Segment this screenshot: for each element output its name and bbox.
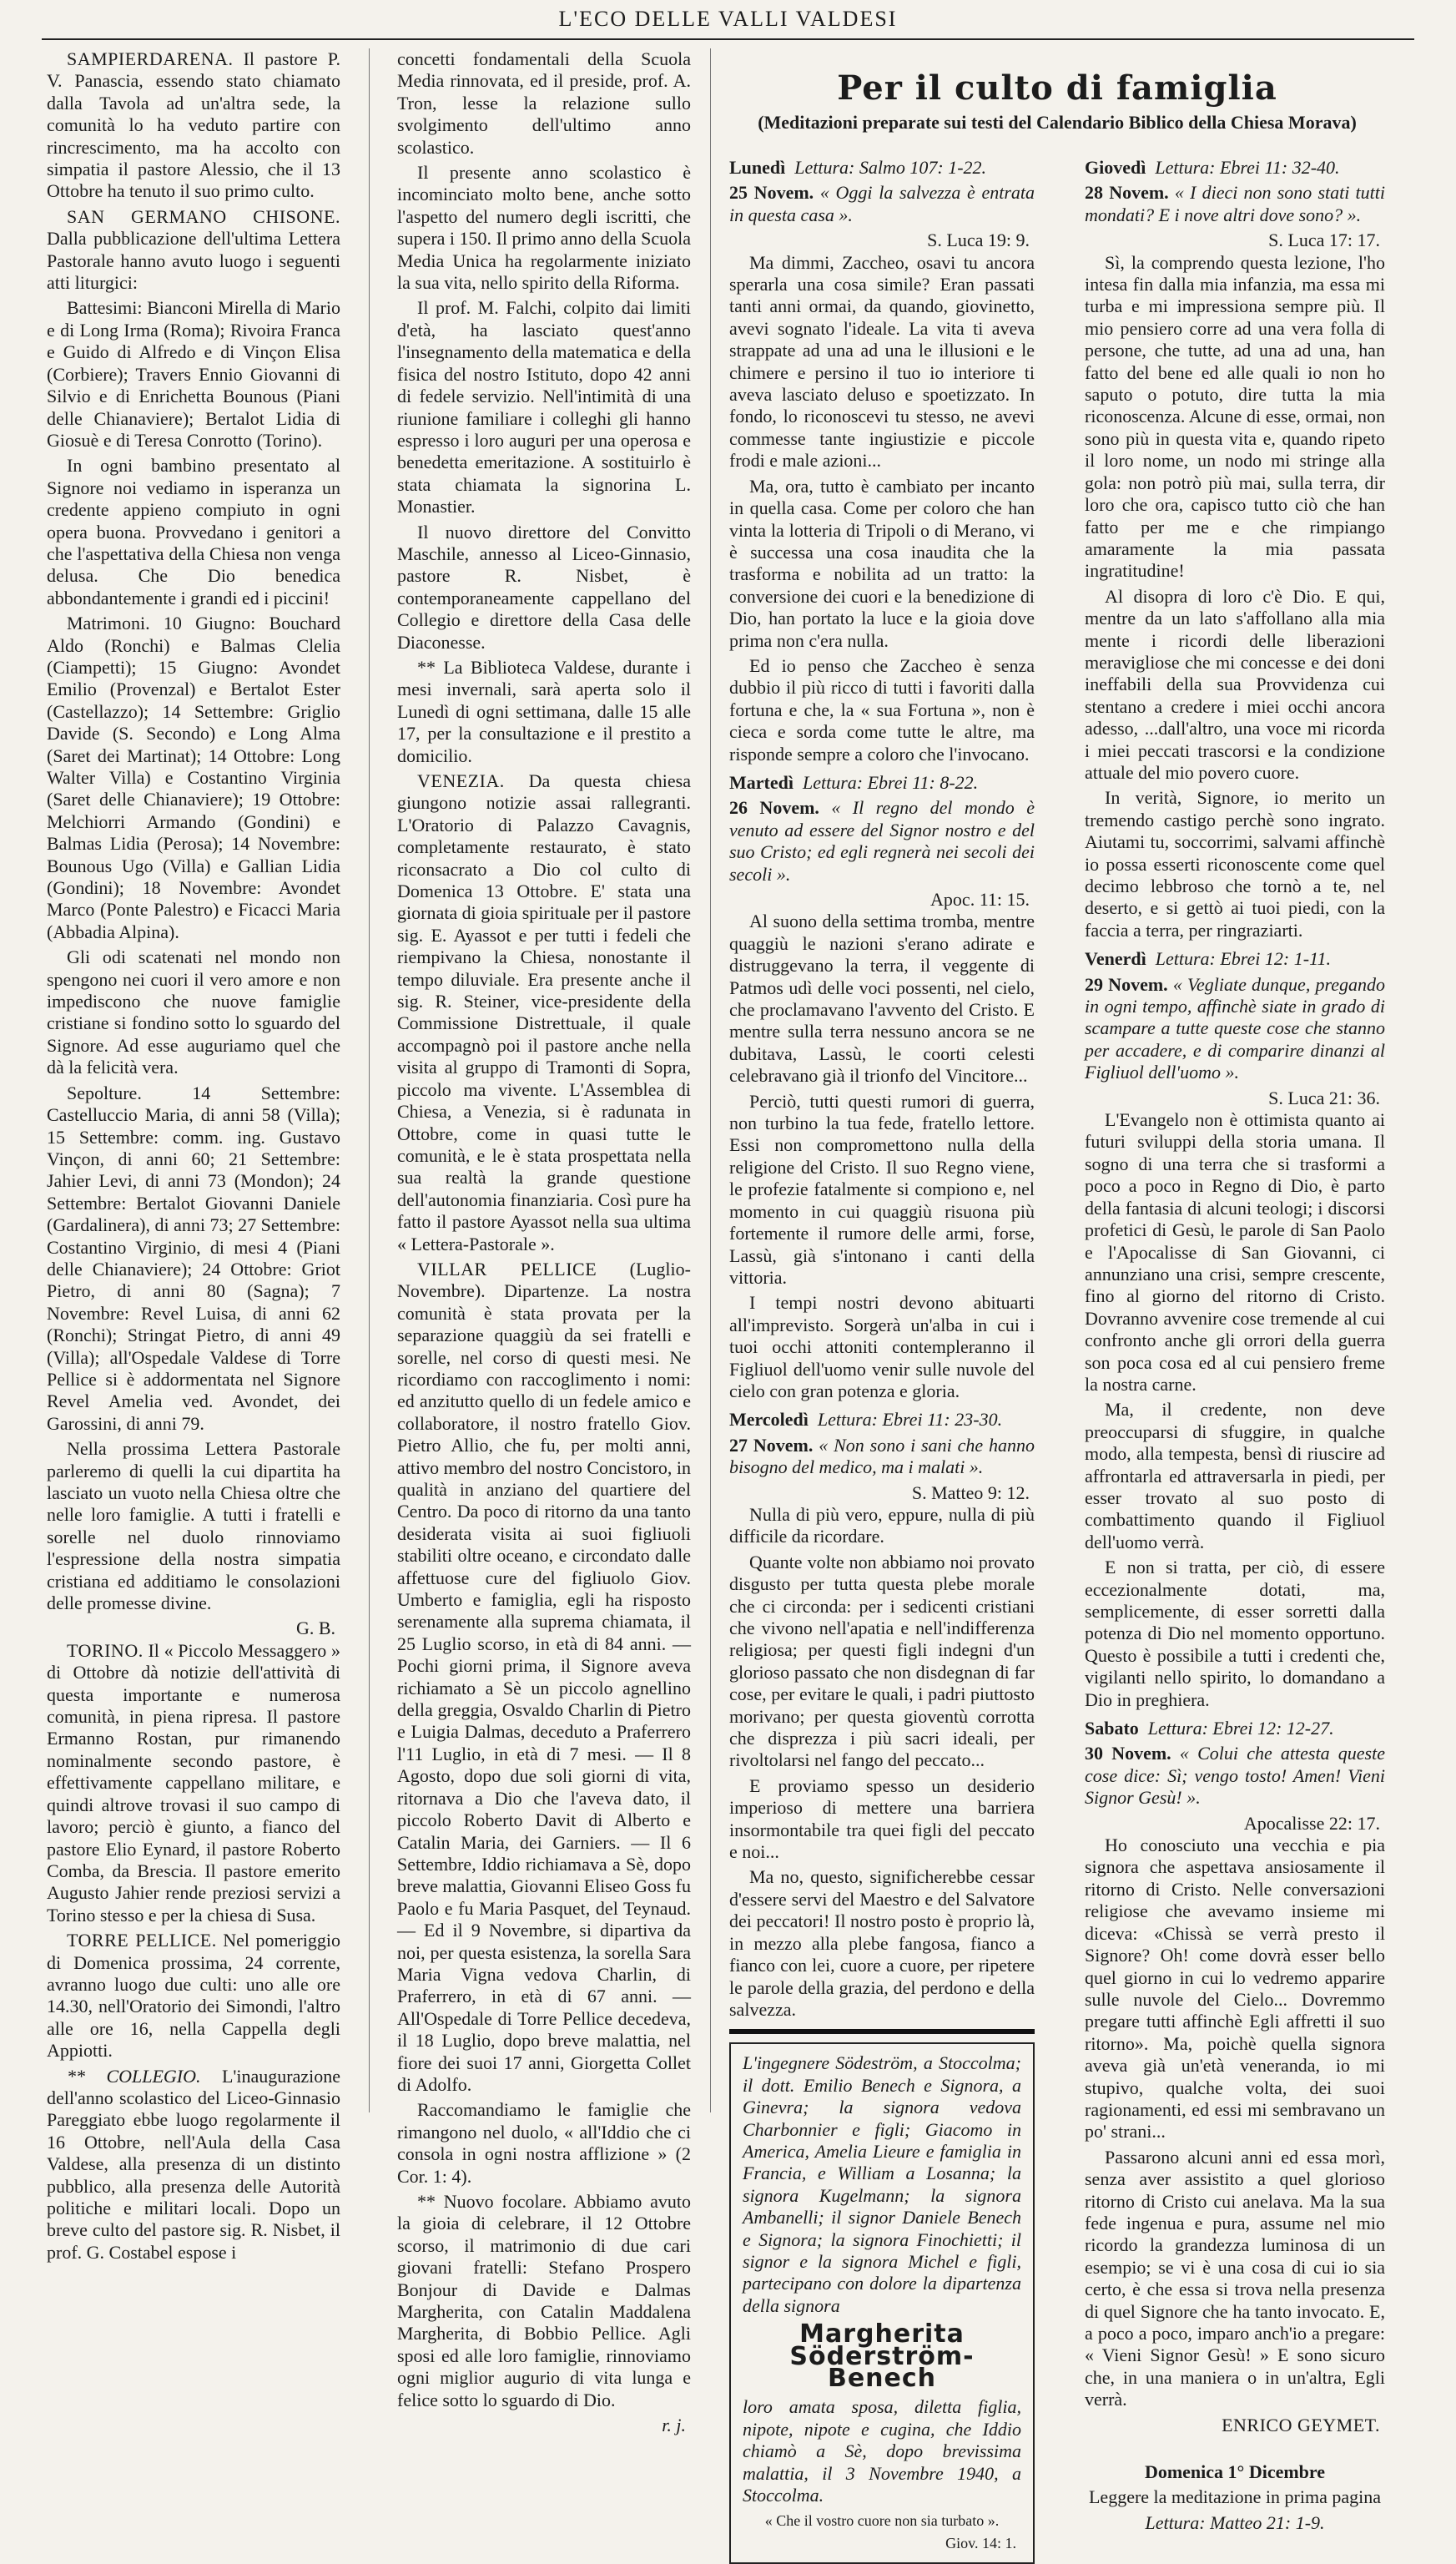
sunday-heading: Domenica 1° Dicembre: [1144, 2461, 1326, 2483]
day-heading-mercoledi: Mercoledì Lettura: Ebrei 11: 23-30.: [729, 1409, 1003, 1431]
signature: G. B.: [295, 1618, 335, 1639]
day-heading-sabato: Sabato Lettura: Ebrei 12: 12-27.: [1085, 1718, 1334, 1739]
paragraph: concetti fondamentali della Scuola Media rinnovata, ed il preside, prof. A. Tron, lesse la relazione sullo svolgimento dell'ultimo anno scolastico.: [397, 48, 691, 158]
culto-subtitle: (Meditazioni preparate sui testi del Calendario Biblico della Chiesa Morava): [758, 112, 1357, 133]
paragraph: E proviamo spesso un desiderio imperioso di mettere una barriera insormontabile tra quei figli del peccato e noi...: [729, 1774, 1035, 1863]
day-verse: 25 Novem. « Oggi la salvezza è entrata in questa casa ».: [729, 182, 1035, 225]
paragraph: Sì, la comprendo questa lezione, l'ho intesa fin dalla mia infanzia, ma essa mi turba e mi impressiona sempre più. Il mio pensiero corre ad una vera folla di persone, che tutte, ad una ad una, han fatto del bene ed alle quali io non ho saputo o potuto, dire tutta la mia riconoscenza. Alcune di esse, ormai, non sono più in questa vita e, quando ripeto il loro nome, un nodo mi stringe alla gola: non potrò più mai, sulla terra, dir loro che ora, capisco tutto ciò che han fatto per me e che rimpiango amaramente la mia passata ingratitudine!: [1085, 251, 1385, 582]
paragraph: Nulla di più vero, eppure, nulla di più difficile da ricordare.: [729, 1503, 1035, 1547]
verse-ref: Apocalisse 22: 17.: [1243, 1812, 1380, 1834]
verse-ref: Apoc. 11: 15.: [930, 889, 1030, 910]
paragraph: Ma no, questo, significherebbe cessar d'essere servi del Maestro e del Salvatore dei peccatori! Il nostro posto è proprio là, in mezzo alla plebe fangosa, fianco a fianco con lei, cuore a cuore, per ripetere le parole della grazia, del perdono e della salvezza.: [729, 1866, 1035, 2020]
signature: ENRICO GEYMET.: [1222, 2414, 1380, 2435]
verse-ref: S. Matteo 9: 12.: [911, 1481, 1030, 1503]
paragraph: Matrimoni. 10 Giugno: Bouchard Aldo (Ronchi) e Balmas Clelia (Ciampetti); 15 Giugno: Avondet Emilio (Provenzal) e Bertalot Ester (Castellazzo); 14 Settembre: Griglio Davide (S. Secondo) e Long Alma (Saret dei Martinat); 14 Ottobre: Long Walter Villa) e Costantino Virginia (Saret delle Chianaviere); 19 Ottobre: Melchiorri Armando (Gondini) e Balmas Lidia (Perosa); 14 Novembre: Bounous Ugo (Villa) e Gallian Lidia (Gondini); 18 Novembre: Avondet Marco (Ponte Palestro) e Ficacci Maria (Abbadia Alpina).: [47, 613, 340, 942]
paragraph: Al suono della settima tromba, mentre quaggiù le nazioni s'erano adirate e distruggevano la terra, il veggente di Patmos udì delle voci possenti, nel cielo, che proclamavano l'avvento del Cristo. E mentre sulla terra nessuno ancora se ne dubitava, Lassù, le coorti celesti celebravano già il trionfo del Vincitore...: [729, 911, 1035, 1087]
paragraph: Sepolture. 14 Settembre: Castelluccio Maria, di anni 58 (Villa); 15 Settembre: comm. ing. Gustavo Vinçon, di anni 60; 21 Settembre: Jahier Levi, di anni 73 (Mondon); 24 Settembre: Bertalot Giovanni Daniele (Gardalinera), di anni 73; 27 Settembre: Costantino Virginio, di mesi 4 (Piani delle Chianaviere); 24 Ottobre: Griot Pietro, di anni 80 (Sagna); 7 Novembre: Revel Luisa, di anni 62 (Ronchi); Stringat Pietro, di anni 49 (Villa); all'Ospedale Valdese di Torre Pellice si è addormentata nel Signore Revel Amelia ved. Avondet, dei Garossini, di anni 79.: [47, 1082, 340, 1434]
signature: r. j.: [662, 2415, 686, 2436]
paragraph: E non si tratta, per ciò, di essere eccezionalmente dotati, ma, semplicemente, di esser sorretti dalla potenza di Dio nel momento opportuno. Questo è possibile a tutti i credenti che, vigilanti nello spirito, lo domandano a Dio in preghiera.: [1085, 1557, 1385, 1710]
obituary-box: [729, 2042, 1035, 2564]
column-separator: [369, 48, 370, 2112]
paragraph: Il prof. M. Falchi, colpito dai limiti d'età, ha lasciato quest'anno l'insegnamento della matematica e della fisica del nostro Istituto, dopo 42 anni di fedele servizio. Nell'intimità di una riunione familiare i colleghi gli hanno espresso i loro auguri per una operosa e benedetta emeritazione. A sostituirlo è stata chiamata la signorina L. Monastier.: [397, 297, 691, 517]
paragraph: Ma dimmi, Zaccheo, osavi tu ancora sperarla una cosa simile? Eran passati tanti anni ormai, da quando, giovinetto, avevi sognato l'ideale. La vita ti aveva strappate ad una ad una le illusioni e le chimere e persino il tuo io interiore ti aveva lasciato deluso e spoetizzato. In fondo, lo riconoscevi tu stesso, ne avevi commesse tante ingiustizie e piccole frodi e male azioni...: [729, 251, 1035, 472]
paragraph: Ma, il credente, non deve preoccuparsi di sfuggire, in qualche modo, alla tempesta, bensì di riuscire ad affrontarla ed attraversarla in piedi, per esser trovato al suo posto di combattimento quando il Figliuol dell'uomo verrà.: [1085, 1399, 1385, 1552]
column-3: [729, 150, 1035, 2551]
obituary-text: loro amata sposa, diletta figlia, nipote, nipote e cugina, che Iddio chiamò a Sè, dopo brevissima malattia, il 3 Novembre 1940, a Stoccolma.: [743, 2396, 1021, 2506]
article-torre-pellice: TORRE PELLICE. Nel pomeriggio di Domenica prossima, 24 corrente, avranno luogo due culti: uno alle ore 14.30, nell'Oratorio dei Simondi, l'altro alle ore 16, nella Cappella degli Appiotti.: [47, 1930, 340, 2062]
verse-ref: S. Luca 19: 9.: [927, 230, 1030, 251]
paragraph: Raccomandiamo le famiglie che rimangono nel duolo, « all'Iddio che ci consola in ogni nostra afflizione » (2 Cor. 1: 4).: [397, 2099, 691, 2187]
obituary-text: L'ingegnere Södeström, a Stoccolma; il dott. Emilio Benech e Signora, a Ginevra; la signora vedova Charbonnier e figli; Giacomo in America, Amelia Lieure e famiglia in Francia, e William a Losanna; la signora Kugelmann; la signora Ambanelli; il signor Daniele Benech e Signora; la signora Finochietti; il signor e la signora Michel e figli, partecipano con dolore la dipartenza della signora: [743, 2052, 1021, 2316]
paragraph: I tempi nostri devono abituarti all'imprevisto. Sorgerà un'alba in cui i tuoi occhi attoniti contempleranno il Figliuol dell'uomo venir sulle nuvole del cielo con gran potenza e gloria.: [729, 1292, 1035, 1401]
paragraph: Il presente anno scolastico è incominciato molto bene, anche sotto l'aspetto del numero degli iscritti, che supera i 150. Il primo anno della Scuola Media Unica ha regolarmente iniziato la sua vita, nello spirito della Riforma.: [397, 162, 691, 294]
paragraph: Il nuovo direttore del Convitto Maschile, annesso al Liceo-Ginnasio, pastore R. Nisbet, è contemporaneamente cappellano del Collegio e direttore della Casa delle Diaconesse.: [397, 521, 691, 653]
section-rule: [729, 2029, 1035, 2034]
column-separator: [710, 48, 711, 2112]
day-heading-lunedi: Lunedì Lettura: Salmo 107: 1-22.: [729, 157, 987, 178]
day-heading-martedi: Martedì Lettura: Ebrei 11: 8-22.: [729, 771, 979, 793]
paragraph: ** La Biblioteca Valdese, durante i mesi invernali, sarà aperta solo il Lunedì di ogni settimana, dalle 15 alle 17, per la consultazione e il prestito a domicilio.: [397, 656, 691, 766]
column-1: [47, 48, 341, 2263]
culto-title: Per il culto di famiglia: [837, 68, 1277, 108]
obituary-name: Margherita Söderström-Benech: [789, 2319, 975, 2393]
paragraph: Ho conosciuto una vecchia e pia signora che aspettava ansiosamente il ritorno di Cristo. Nelle conversazioni religiose che avevamo insieme mi diceva: «Chissà se verrà presto il Signore? Oh! come dovrà esser bello quel giorno in cui lo vedremo apparire sulle nuvole del Cielo... Dovremmo pregare tutti affinchè Egli affretti il suo ritorno». Ma, poichè quella signora aveva già un'età veneranda, io mi stupivo, qualche volta, dei suoi ragionamenti, ed essi mi sembravano un po' strani...: [1085, 1835, 1385, 2143]
day-verse: 28 Novem. « I dieci non sono stati tutti mondati? E i nove altri dove sono? ».: [1085, 182, 1386, 225]
article-villar-pellice: VILLAR PELLICE (Luglio-Novembre). Dipartenze. La nostra comunità è stata provata per la separazione quaggiù da sei fratelli e sorelle, nel corso di questi mesi. Ne ricordiamo con raccoglimento i nomi: ed anzitutto quello di un fedele amico e collaboratore, il nostro fratello Giov. Pietro Allio, che fu, per molti anni, attivo membro del nostro Concistoro, in qualità in anziano del quartiere del Centro. Da poco di ritorno da una tanto desiderata visita ai suoi figliuoli stabiliti oltre oceano, e circondato dalle affettuose cure del figliuolo Giov. Umberto e famiglia, egli ha risposto serenamente alla suprema chiamata, il 25 Luglio scorso, in età di 84 anni. — Pochi giorni prima, il Signore aveva richiamato a Sè un piccolo agnellino della greggia, Osvaldo Charlin di Pietro e Luigia Dalmas, deceduto a Praferrero l'11 Luglio, in età di 7 mesi. — Il 8 Agosto, dopo due soli giorni di vita, ritornava a Dio che l'aveva dato, il piccolo Roberto Davit di Alberto e Catalin Maria, dei Garniers. — Il 6 Settembre, Iddio richiamava a Sè, dopo breve malattia, Giovanni Eliseo Goss fu Paolo e fu Maria Pasquet, del Teynaud. — Ed il 9 Novembre, si dipartiva da noi, per questa esistenza, la sorella Sara Maria Vigna vedova Charlin, di Praferrero, in età di 67 anni. — All'Ospedale di Torre Pellice decedeva, il 18 Luglio, dopo breve malattia, nel fiore dei suoi 17 anni, Giorgetta Collet di Adolfo.: [397, 1258, 691, 2095]
article-collegio: ** COLLEGIO. L'inaugurazione dell'anno scolastico del Liceo-Ginnasio Pareggiato ebbe luogo regolarmente il 16 Ottobre, nell'Aula della Casa Valdese, alla presenza di un distinto pubblico, alla presenza delle Autorità politiche e militari locali. Dopo un breve culto del pastore sig. R. Nisbet, il prof. G. Costabel espose i: [47, 2065, 340, 2263]
day-heading-venerdi: Venerdì Lettura: Ebrei 12: 1-11.: [1085, 948, 1331, 970]
column-4: [1085, 150, 1386, 2533]
sunday-lettura: Lettura: Matteo 21: 1-9.: [1145, 2511, 1325, 2533]
paragraph: Gli odi scatenati nel mondo non spengono nei cuori il vero amore e non impediscono che nuove famiglie cristiane si fondino sotto lo sguardo del Signore. Ad esse auguriamo quel che dà la felicità vera.: [47, 946, 340, 1078]
header-rule: [42, 38, 1414, 40]
paragraph: Ed io penso che Zaccheo è senza dubbio il più ricco di tutti i favoriti dalla fortuna e che, la « sua Fortuna », non è cieca e sorda come tutte le altre, ma risponde sempre a coloro che l'invocano.: [729, 654, 1035, 765]
paragraph: Perciò, tutti questi rumori di guerra, non turbino la tua fede, fratello lettore. Essi non compromettono nulla della religione del Cristo. Il suo Regno viene, le profezie fatalmente si compiono e, nel momento in cui quaggiù risuona più fortemente il rumore delle armi, forse, Lassù, già s'intonano i canti della vittoria.: [729, 1090, 1035, 1288]
paragraph: ** Nuovo focolare. Abbiamo avuto la gioia di celebrare, il 12 Ottobre scorso, il matrimonio di due cari giovani fratelli: Stefano Prospero Bonjour di Davide e Dalmas Margherita, con Catalin Maddalena Margherita, di Bobbio Pellice. Agli sposi ed alle loro famiglie, rinnoviamo ogni miglior augurio di vita lunga e felice sotto lo sguardo di Dio.: [397, 2191, 691, 2410]
paragraph: Ma, ora, tutto è cambiato per incanto in quella casa. Come per coloro che han vinta la lotteria di Tripoli o di Merano, vi è successa una cosa inaudita che la trasforma e nobilita ad un tratto: la conversione dei cuori e la benedizione di Dio, han portato la luce e la gioia dove prima non c'era nulla.: [729, 475, 1035, 651]
day-heading-giovedi: Giovedì Lettura: Ebrei 11: 32-40.: [1085, 157, 1340, 178]
paragraph: Al disopra di loro c'è Dio. E qui, mentre da un lato s'affollano alla mia mente i ricordi delle liberazioni meravigliose che mi concesse e dei doni ineffabili della sua Provvidenza cui stentano a credere i miei occhi ancora adesso, ...dall'altro, una voce mi ricorda i miei peccati trascorsi e la condizione attuale del mio povero cuore.: [1085, 585, 1385, 783]
sunday-text: Leggere la meditazione in prima pagina: [1088, 2486, 1381, 2508]
paragraph: Nella prossima Lettera Pastorale parleremo di quelli la cui dipartita ha lasciato un vuoto nella Chiesa oltre che nelle loro famiglie. A tutti i fratelli e sorelle nel duolo rinnoviamo l'espressione della nostra simpatia cristiana ed additiamo le consolazioni delle promesse divine.: [47, 1438, 340, 1614]
paragraph: In ogni bambino presentato al Signore noi vediamo in isperanza un credente appieno compiuto in ogni opera buona. Provvedano i genitori a che l'aspettativa della Chiesa non venga delusa. Che Dio benedica abbondantemente i grandi ed i piccini!: [47, 455, 340, 608]
article-sampierdarena: SAMPIERDARENA. Il pastore P. V. Panascia, essendo stato chiamato dalla Tavola ad un'altra sede, la comunità lo ha veduto partire con rincrescimento, ma ha accolto con simpatia il pastore Alessio, che il 13 Ottobre ha tenuto il suo primo culto.: [47, 48, 341, 202]
article-torino: TORINO. Il « Piccolo Messaggero » di Ottobre dà notizie dell'attività di questa importante e numerosa comunità, in piena ripresa. Il pastore Ermanno Rostan, pur rimanendo nominalmente secondo pastore, è effettivamente cappellano militare, e quindi altrove trovasi il suo campo di lavoro; perciò è giunto, a fianco del pastore Elio Eynard, il pastore Roberto Comba, da Brescia. Il pastore emerito Augusto Jahier rende preziosi servizi a Torino stesso e per la chiesa di Susa.: [47, 1639, 341, 1926]
day-verse: 29 Novem. « Vegliate dunque, pregando in ogni tempo, affinchè siate in grado di scampare a tutte queste cose che stanno per accadere, e di comparire dinanzi al Figliuol dell'uomo ».: [1085, 973, 1386, 1083]
paragraph: Passarono alcuni anni ed essa morì, senza aver assistito a quel glorioso ritorno di Cristo cui anelava. Ma la sua fede ingenua e pura, assume nel mio ricordo la grandezza luminosa di un esempio; se vi è una cosa di cui io sia certo, è che essa si trova nella presenza di quel Signore che ha tanto invocato. E, a poco a poco, imparo anch'io a pregare: « Vieni Signor Gesù! » E sono sicuro che, in una maniera o in un'altra, Egli verrà.: [1085, 2146, 1385, 2410]
paragraph: L'Evangelo non è ottimista quanto ai futuri sviluppi della storia umana. Il sogno di una terra che si trasformi a poco a poco in Regno di Dio, è parto della fantasia di alcuni teologi; i discorsi profetici di Gesù, le parole di San Paolo e l'Apocalisse di San Giovanni, ci annunziano una crisi, sempre crescente, fino al giorno del ritorno di Cristo. Dovranno avvenire cose tremende al cui confronto anche gli orrori della guerra son poca cosa ed al cui pensiero freme la nostra carne.: [1085, 1109, 1385, 1395]
obituary-quote: « Che il vostro cuore non sia turbato ».: [764, 2512, 1000, 2530]
running-head: L'ECO DELLE VALLI VALDESI: [558, 7, 898, 31]
paragraph: Battesimi: Bianconi Mirella di Mario e di Long Irma (Roma); Rivoira Franca e Guido di Alfredo e di Vinçon Elisa (Corbiere); Travers Ennio Giovanni di Silvio e di Enrichetta Bounous (Piani delle Chianaviere); Bertalot Lidia di Giosuè e di Teresa Conrotto (Torino).: [47, 297, 340, 451]
article-san-germano: SAN GERMANO CHISONE. Dalla pubblicazione dell'ultima Lettera Pastorale hanno avuto luogo i seguenti atti liturgici:: [47, 205, 340, 294]
column-2: [397, 48, 692, 2436]
article-venezia: VENEZIA. Da questa chiesa giungono notizie assai rallegranti. L'Oratorio di Palazzo Cavagnis, completamente restaurato, è stato riconsacrato a Dio col culto di Domenica 13 Ottobre. E' stata una giornata di gioia spirituale per il pastore sig. E. Ayassot e per tutti i fedeli che riempivano la Chiesa, nonostante il tempo diluviale. Era presente anche il sig. R. Steiner, vice-presidente della Commissione Distrettuale, il quale accompagnò poi il pastore anche nella visita al gruppo di Tramonti di Sopra, piccolo ma vivente. L'Assemblea di Chiesa, a Venezia, si è radunata in Ottobre, come in quasi tutte le comunità, e le è stata prospettata nella sua realtà la grande questione dell'autonomia finanziaria. Così pure ha fatto il pastore Ayassot nella sua ultima « Lettera-Pastorale ».: [397, 770, 692, 1254]
paragraph: Quante volte non abbiamo noi provato disgusto per tutta questa plebe morale che ci circonda: per i sedicenti cristiani che vivono nell'apatia e nell'indifferenza religiosa; per questi figli indegni d'un glorioso passato che non disdegnan di far cose, per evitare le quali, i padri piuttosto morivano; per questa gioventù corrotta che disprezza i più sacri ideali, per rivoltolarsi nel fango del peccato...: [729, 1551, 1035, 1771]
day-verse: 30 Novem. « Colui che attesta queste cose dice: Sì; vengo tosto! Amen! Vieni Signor Gesù! ».: [1085, 1743, 1385, 1809]
day-verse: 27 Novem. « Non sono i sani che hanno bisogno del medico, ma i malati ».: [729, 1434, 1035, 1478]
verse-ref: S. Luca 17: 17.: [1268, 230, 1380, 251]
obituary-ref: Giov. 14: 1.: [945, 2534, 1016, 2551]
day-verse: 26 Novem. « Il regno del mondo è venuto ad essere del Signor nostro e del suo Cristo; ed egli regnerà nei secoli dei secoli ».: [729, 797, 1035, 885]
paragraph: In verità, Signore, io merito un tremendo castigo perchè sono ingrato. Aiutami tu, soccorrimi, salvami affinchè io possa esserti riconoscente come quel decimo lebbroso che tornò a te, nel deserto, e si gettò ai tuoi piedi, con la faccia a terra, per ringraziarti.: [1085, 787, 1385, 941]
verse-ref: S. Luca 21: 36.: [1268, 1087, 1380, 1108]
